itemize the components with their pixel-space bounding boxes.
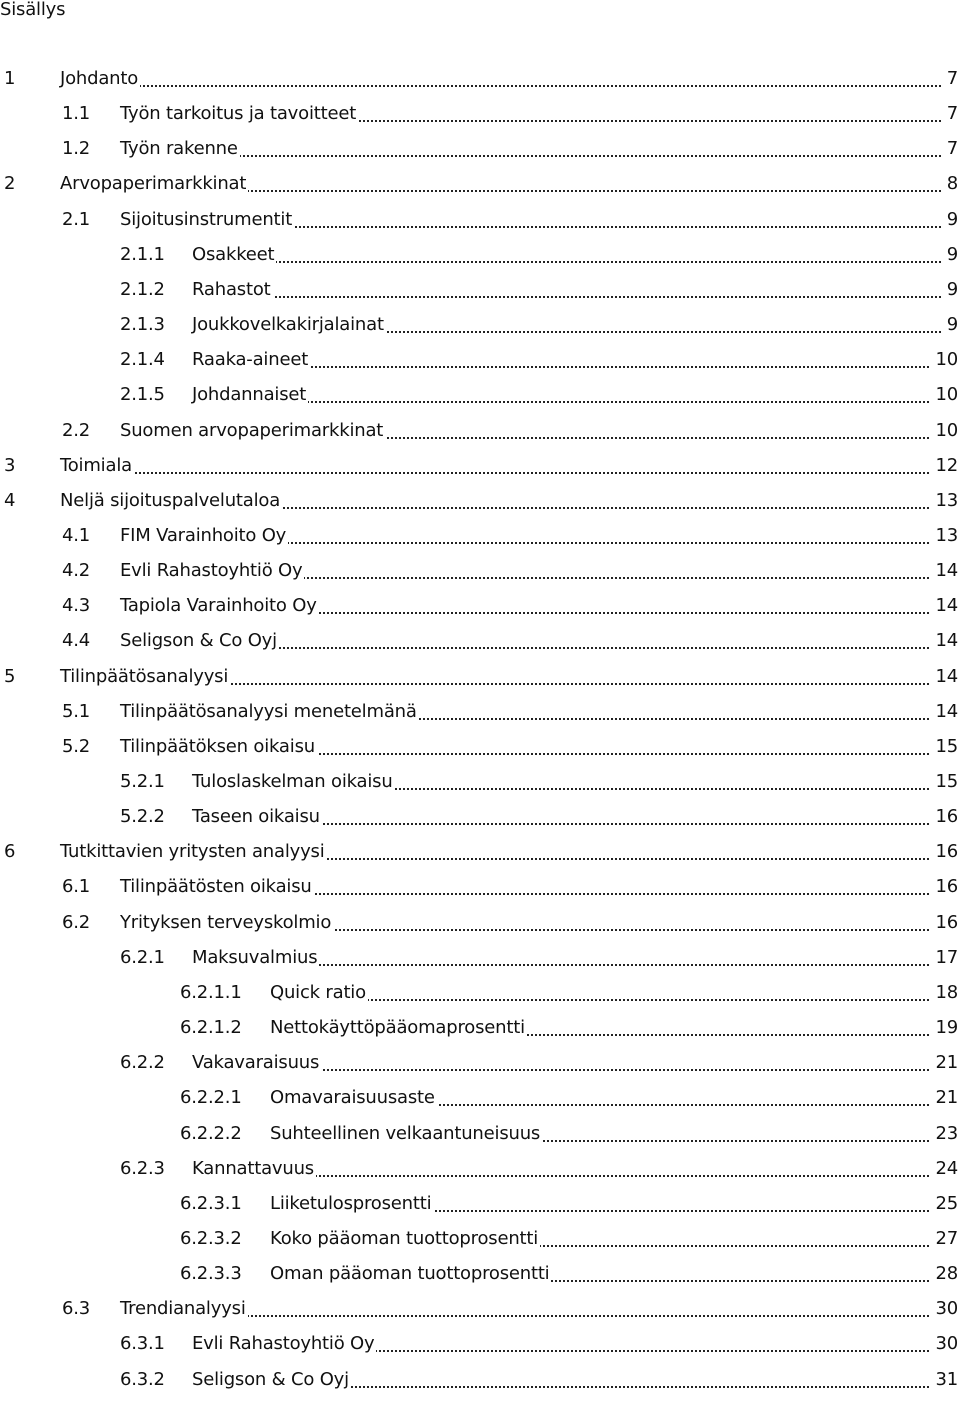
- toc-entry[interactable]: [0, 384, 960, 408]
- toc-entry-title: Liiketulosprosentti: [270, 1192, 432, 1214]
- toc-entry-page-number: 28: [935, 1263, 958, 1285]
- toc-entry[interactable]: [0, 806, 960, 830]
- dot-leader: [192, 261, 941, 263]
- toc-entry-number: 2.1.3: [120, 314, 165, 336]
- toc-entry-number: 1.2: [62, 138, 91, 160]
- toc-entry-title: Nettokäyttöpääomaprosentti: [270, 1017, 525, 1039]
- toc-entry-page-number: 9: [946, 314, 958, 336]
- dot-leader: [270, 999, 929, 1001]
- toc-entry-title: Tilinpäätösanalyysi: [60, 665, 229, 687]
- toc-entry-number: 2.1.5: [120, 384, 165, 406]
- toc-entry-number: 6.3.1: [120, 1333, 165, 1355]
- toc-entry-title: Tapiola Varainhoito Oy: [120, 595, 317, 617]
- dot-leader: [60, 85, 941, 87]
- toc-entry[interactable]: [0, 560, 960, 584]
- toc-entry[interactable]: [0, 771, 960, 795]
- toc-entry-number: 6: [4, 841, 16, 863]
- toc-entry-number: 2.1: [62, 208, 91, 230]
- toc-entry-title: Suhteellinen velkaantuneisuus: [270, 1122, 541, 1144]
- toc-entry-page-number: 16: [935, 876, 958, 898]
- toc-entry-number: 6.2.2.2: [180, 1122, 242, 1144]
- toc-entry-page-number: 16: [935, 911, 958, 933]
- toc-entry-number: 5: [4, 665, 16, 687]
- toc-entry-number: 6.3: [62, 1298, 91, 1320]
- toc-entry-number: 6.2.1.2: [180, 1017, 242, 1039]
- toc-entry-page-number: 17: [935, 946, 958, 968]
- toc-entry-title: FIM Varainhoito Oy: [120, 524, 287, 546]
- toc-entry-number: 4: [4, 489, 16, 511]
- toc-entry-page-number: 21: [935, 1087, 958, 1109]
- toc-entry-number: 2.1.4: [120, 349, 165, 371]
- toc-entry[interactable]: [0, 1158, 960, 1182]
- toc-entry[interactable]: [0, 912, 960, 936]
- toc-entry-page-number: 31: [935, 1368, 958, 1390]
- toc-entry-page-number: 24: [935, 1157, 958, 1179]
- toc-entry-page-number: 21: [935, 1052, 958, 1074]
- toc-entry-title: Quick ratio: [270, 981, 366, 1003]
- toc-entry-title: Tutkittavien yritysten analyysi: [60, 841, 325, 863]
- toc-entry[interactable]: [0, 68, 960, 92]
- toc-entry[interactable]: [0, 947, 960, 971]
- toc-entry-page-number: 14: [935, 595, 958, 617]
- toc-entry-page-number: 14: [935, 560, 958, 582]
- toc-entry[interactable]: [0, 1369, 960, 1393]
- toc-entry-title: Tilinpäätösten oikaisu: [120, 876, 312, 898]
- toc-entry[interactable]: [0, 1333, 960, 1357]
- toc-entry-page-number: 7: [946, 103, 958, 125]
- toc-entry-title: Maksuvalmius: [192, 946, 318, 968]
- toc-entry-page-number: 14: [935, 630, 958, 652]
- toc-entry-title: Neljä sijoituspalvelutaloa: [60, 489, 281, 511]
- toc-entry-number: 5.2: [62, 735, 91, 757]
- toc-entry-number: 3: [4, 454, 16, 476]
- toc-entry-page-number: 19: [935, 1017, 958, 1039]
- toc-entry-title: Työn tarkoitus ja tavoitteet: [120, 103, 357, 125]
- toc-entry-number: 6.3.2: [120, 1368, 165, 1390]
- dot-leader: [60, 472, 929, 474]
- toc-entry[interactable]: [0, 244, 960, 268]
- toc-entry[interactable]: [0, 841, 960, 865]
- toc-entry-number: 4.1: [62, 524, 91, 546]
- toc-entry-page-number: 30: [935, 1333, 958, 1355]
- toc-entry-page-number: 15: [935, 771, 958, 792]
- toc-entry-number: 6.2.3.1: [180, 1192, 242, 1214]
- toc-entry-page-number: 7: [946, 68, 958, 89]
- toc-entry[interactable]: [0, 595, 960, 619]
- toc-entry[interactable]: [0, 455, 960, 479]
- toc-entry-number: 5.2.1: [120, 771, 165, 792]
- toc-entry-number: 2: [4, 173, 16, 195]
- toc-entry-title: Kannattavuus: [192, 1157, 314, 1179]
- toc-entry-title: Rahastot: [192, 278, 271, 300]
- toc-entry-number: 6.2.3.2: [180, 1227, 242, 1249]
- toc-entry-title: Suomen arvopaperimarkkinat: [120, 419, 384, 441]
- toc-entry[interactable]: [0, 1052, 960, 1076]
- toc-entry[interactable]: [0, 1298, 960, 1322]
- toc-entry-title: Raaka-aineet: [192, 349, 309, 371]
- toc-entry-number: 6.2.1: [120, 946, 165, 968]
- toc-entry-page-number: 7: [946, 138, 958, 160]
- toc-entry[interactable]: [0, 209, 960, 233]
- toc-entry-title: Arvopaperimarkkinat: [60, 173, 247, 195]
- toc-entry-page-number: 27: [935, 1227, 958, 1249]
- toc-entry-number: 4.3: [62, 595, 91, 617]
- toc-entry-page-number: 16: [935, 841, 958, 863]
- toc-entry-number: 5.1: [62, 700, 91, 722]
- toc-entry-page-number: 14: [935, 665, 958, 687]
- toc-entry-title: Joukkovelkakirjalainat: [192, 314, 384, 336]
- toc-entry-page-number: 9: [946, 208, 958, 230]
- toc-entry[interactable]: [0, 525, 960, 549]
- toc-entry[interactable]: [0, 138, 960, 162]
- toc-entry-page-number: 9: [946, 278, 958, 300]
- toc-entry-page-number: 18: [935, 981, 958, 1003]
- toc-entry[interactable]: [0, 876, 960, 900]
- toc-entry-title: Johdannaiset: [192, 384, 307, 406]
- toc-entry[interactable]: [0, 103, 960, 127]
- toc-entry-page-number: 10: [935, 349, 958, 371]
- toc-entry-title: Evli Rahastoyhtiö Oy: [120, 560, 303, 582]
- toc-entry-page-number: 25: [935, 1192, 958, 1214]
- toc-entry-title: Omavaraisuusaste: [270, 1087, 435, 1109]
- toc-entry-number: 4.4: [62, 630, 91, 652]
- toc-entry-title: Seligson & Co Oyj: [192, 1368, 349, 1390]
- toc-entry-number: 6.2.2.1: [180, 1087, 242, 1109]
- toc-entry-page-number: 13: [935, 524, 958, 546]
- toc-entry-title: Koko pääoman tuottoprosentti: [270, 1227, 539, 1249]
- toc-entry-page-number: 13: [935, 489, 958, 511]
- toc-entry-title: Seligson & Co Oyj: [120, 630, 277, 652]
- toc-entry-title: Vakavaraisuus: [192, 1052, 320, 1074]
- toc-entry-number: 2.2: [62, 419, 91, 441]
- toc-entry-page-number: 15: [935, 735, 958, 757]
- toc-entry[interactable]: [0, 1123, 960, 1147]
- toc-entry-title: Trendianalyysi: [120, 1298, 246, 1320]
- toc-entry-title: Oman pääoman tuottoprosentti: [270, 1263, 550, 1285]
- toc-entry[interactable]: [0, 630, 960, 654]
- toc-entry[interactable]: [0, 349, 960, 373]
- toc-entry-title: Yrityksen terveyskolmio: [120, 911, 332, 933]
- toc-entry-title: Tilinpäätöksen oikaisu: [120, 735, 315, 757]
- toc-entry[interactable]: [0, 1228, 960, 1252]
- toc-entry-number: 2.1.2: [120, 278, 165, 300]
- toc-entry[interactable]: [0, 1263, 960, 1287]
- dot-leader: [120, 155, 941, 157]
- toc-entry[interactable]: [0, 490, 960, 514]
- toc-entry[interactable]: [0, 420, 960, 444]
- toc-entry-number: 6.2.3.3: [180, 1263, 242, 1285]
- toc-heading: Sisällys: [0, 0, 66, 20]
- toc-entry[interactable]: [0, 736, 960, 760]
- toc-entry-page-number: 23: [935, 1122, 958, 1144]
- toc-entry[interactable]: [0, 666, 960, 690]
- toc-entry-number: 4.2: [62, 560, 91, 582]
- toc-entry-number: 1: [4, 68, 16, 89]
- toc-entry[interactable]: [0, 279, 960, 303]
- toc-entry-number: 6.2: [62, 911, 91, 933]
- toc-entry-page-number: 30: [935, 1298, 958, 1320]
- toc-entry-page-number: 16: [935, 806, 958, 828]
- toc-entry[interactable]: [0, 1087, 960, 1111]
- toc-entry-title: Taseen oikaisu: [192, 806, 320, 828]
- toc-entry-title: Työn rakenne: [120, 138, 238, 160]
- toc-entry[interactable]: [0, 982, 960, 1006]
- toc-entry-page-number: 10: [935, 384, 958, 406]
- toc-entry-page-number: 9: [946, 243, 958, 265]
- toc-entry[interactable]: [0, 173, 960, 197]
- toc-entry-title: Sijoitusinstrumentit: [120, 208, 293, 230]
- toc-entry-title: Johdanto: [60, 68, 139, 89]
- toc-entry-page-number: 8: [946, 173, 958, 195]
- dot-leader: [192, 296, 941, 298]
- toc-entry-number: 6.2.2: [120, 1052, 165, 1074]
- toc-entry-number: 5.2.2: [120, 806, 165, 828]
- toc-entry-page-number: 14: [935, 700, 958, 722]
- toc-entry-number: 1.1: [62, 103, 91, 125]
- toc-entry-number: 6.2.3: [120, 1157, 165, 1179]
- toc-entry-title: Osakkeet: [192, 243, 275, 265]
- toc-entry-number: 6.1: [62, 876, 91, 898]
- toc-entry[interactable]: [0, 314, 960, 338]
- toc-entry-title: Evli Rahastoyhtiö Oy: [192, 1333, 375, 1355]
- toc-entry[interactable]: [0, 1193, 960, 1217]
- toc-entry-page-number: 12: [935, 454, 958, 476]
- toc-entry-number: 2.1.1: [120, 243, 165, 265]
- toc-entry-title: Tuloslaskelman oikaisu: [192, 771, 393, 792]
- toc-entry[interactable]: [0, 701, 960, 725]
- toc-entry-page-number: 10: [935, 419, 958, 441]
- toc-entry-title: Toimiala: [60, 454, 132, 476]
- toc-entry-title: Tilinpäätösanalyysi menetelmänä: [120, 700, 417, 722]
- toc-entry[interactable]: [0, 1017, 960, 1041]
- toc-entry-number: 6.2.1.1: [180, 981, 242, 1003]
